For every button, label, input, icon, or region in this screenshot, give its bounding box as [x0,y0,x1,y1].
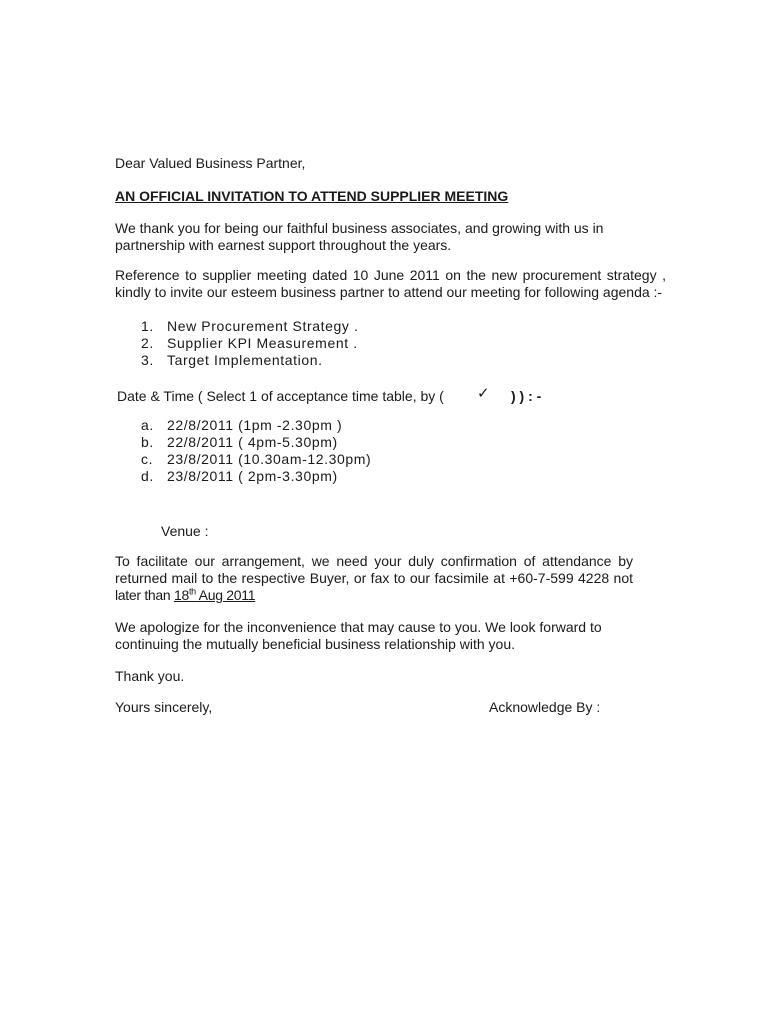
time-option: c. 23/8/2011 (10.30am-12.30pm) [141,451,372,467]
paragraph-reference: Reference to supplier meeting dated 10 June 2011 on the new procurement strategy , kindly to invite our esteem business partner to attend our meeting for following agenda :- [115,267,666,300]
deadline-prefix: later than [115,587,174,603]
agenda-item: 1. New Procurement Strategy . [141,318,359,334]
datetime-line [117,384,542,405]
time-option: a. 22/8/2011 (1pm -2.30pm ) [141,417,343,433]
closing: Yours sincerely, [115,699,213,715]
thank-you: Thank you. [115,668,185,684]
datetime-close: ) ) : - [511,388,542,404]
time-option: d. 23/8/2011 ( 2pm-3.30pm) [141,468,338,484]
letter-title: AN OFFICIAL INVITATION TO ATTEND SUPPLIER MEETING [115,188,509,204]
paragraph-confirmation: To facilitate our arrangement, we need your duly confirmation of attendance by returned mail to the respective Buyer, or fax to our facsimile at +60-7-599 4228 not [115,553,633,586]
time-option: b. 22/8/2011 ( 4pm-5.30pm) [141,434,338,450]
deadline-line [115,587,255,604]
agenda-item: 3. Target Implementation. [141,352,323,368]
datetime-label: Date & Time ( Select 1 of acceptance time table, by ( [117,388,444,404]
venue-label: Venue : [161,523,209,539]
acknowledge-label: Acknowledge By : [489,699,601,715]
checkmark-icon: ✓ [477,384,490,402]
deadline-date: 18th Aug 2011 [173,586,256,603]
paragraph-apology: We apologize for the inconvenience that may cause to you. We look forward to continuing the mutually beneficial business relationship with you. [115,619,602,652]
paragraph-thanks: We thank you for being our faithful business associates, and growing with us in partnership with earnest support throughout the years. [115,220,604,253]
agenda-item: 2. Supplier KPI Measurement . [141,335,358,351]
salutation: Dear Valued Business Partner, [115,155,306,171]
